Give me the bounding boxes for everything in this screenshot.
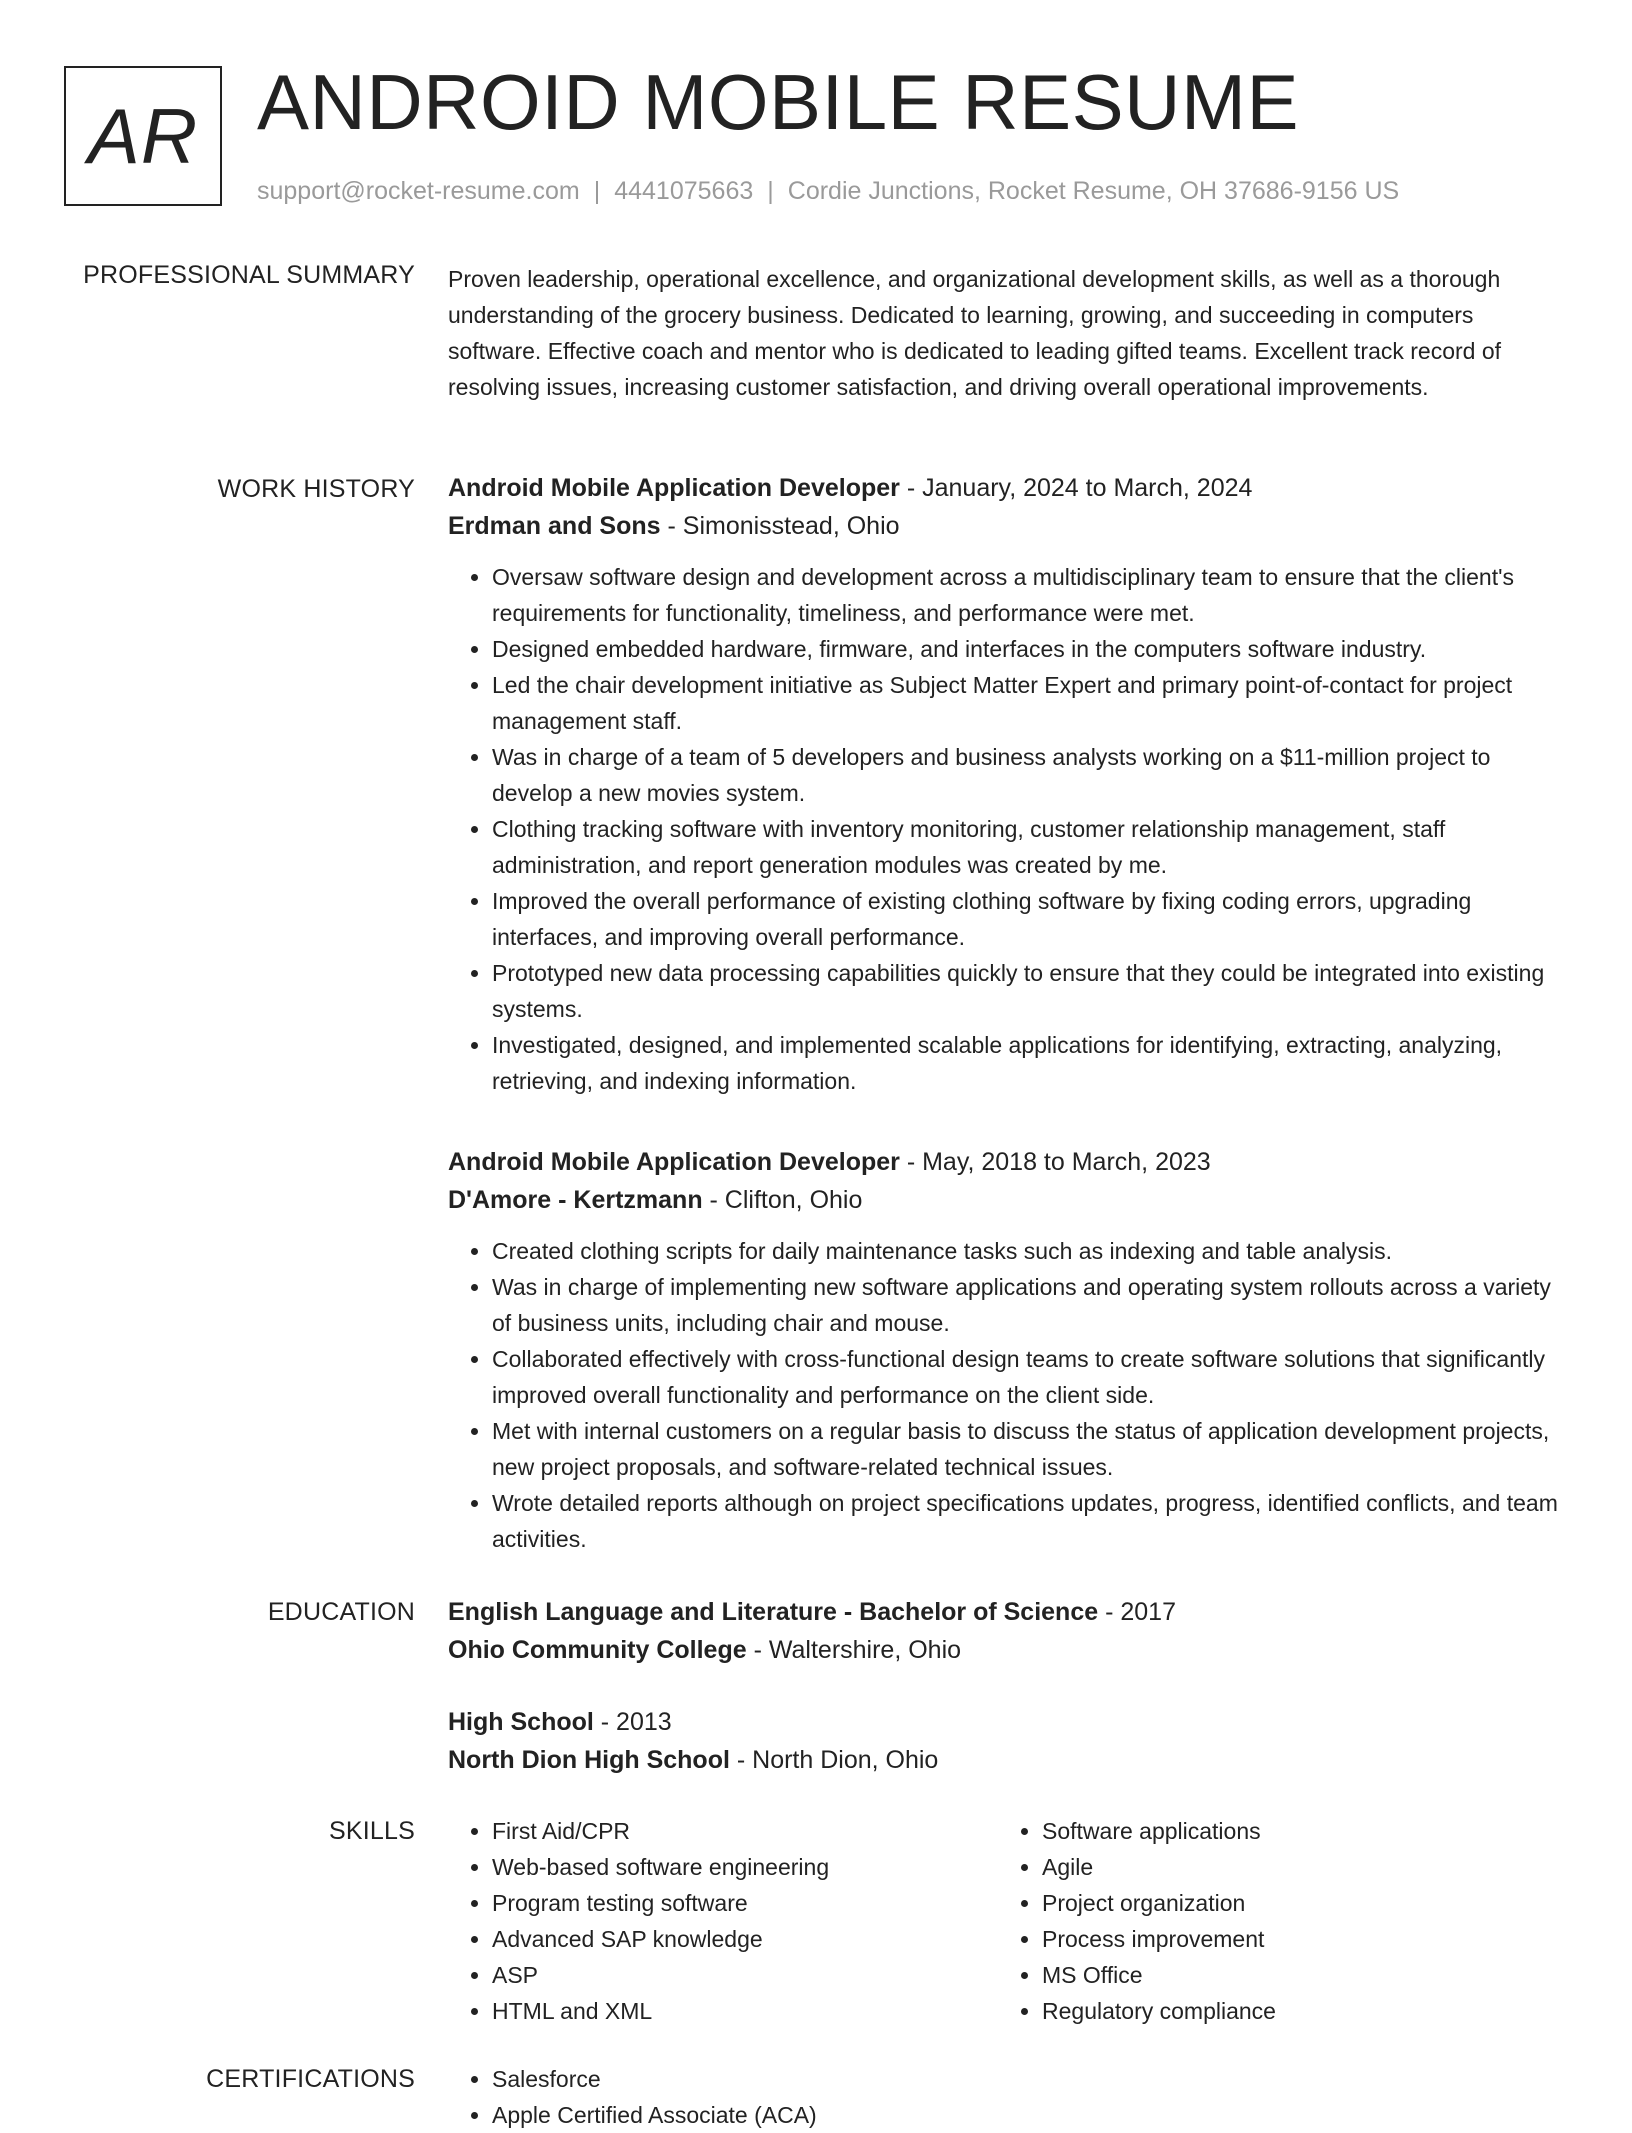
list-item: • Software applications [1042, 1813, 1548, 1849]
list-item: • Met with internal customers on a regular basis to discuss the status of application development projects, new project proposals, and software-related technical issues. [492, 1413, 1568, 1485]
list-item: • Wrote detailed reports although on project specifications updates, progress, identified conflicts, and team activities. [492, 1485, 1568, 1557]
job-role: Android Mobile Application Developer [448, 1148, 900, 1176]
contact-line [257, 176, 1399, 206]
summary-text: Proven leadership, operational excellence, and organizational development skills, as well as a thorough understanding of the grocery business. Dedicated to learning, growing, and succeeding in computers software. Effective coach and mentor who is dedicated to leading gifted teams. Excellent track record of resolving issues, increasing customer satisfaction, and driving overall operational improvements. [448, 266, 1502, 400]
contact-address: Cordie Junctions, Rocket Resume, OH 37686-9156 US [787, 177, 1400, 205]
education-year: - 2013 [593, 1708, 672, 1736]
list-item: • Prototyped new data processing capabilities quickly to ensure that they could be integrated into existing systems. [492, 955, 1568, 1027]
job-company-line [448, 507, 1568, 545]
list-item: • ASP [492, 1957, 998, 1993]
education-school-line [448, 1741, 1568, 1779]
job-company: D'Amore - Kertzmann [448, 1186, 703, 1214]
education-school-line [448, 1631, 1568, 1669]
job-location: - Clifton, Ohio [702, 1186, 863, 1214]
job-dates: - May, 2018 to March, 2023 [899, 1148, 1211, 1176]
education-degree-line [448, 1593, 1568, 1631]
list-item: • Created clothing scripts for daily maintenance tasks such as indexing and table analysis. [492, 1233, 1568, 1269]
monogram-badge: AR [64, 66, 222, 206]
education-entry [448, 1593, 1568, 1669]
education-entry [448, 1703, 1568, 1779]
section-title-skills: SKILLS [329, 1817, 415, 1845]
job-role: Android Mobile Application Developer [448, 474, 900, 502]
list-item: • Improved the overall performance of existing clothing software by fixing coding errors, upgrading interfaces, and improving overall performance. [492, 883, 1568, 955]
contact-phone: 4441075663 [614, 177, 754, 205]
education-year: - 2017 [1098, 1598, 1176, 1626]
education-location: - Waltershire, Ohio [746, 1636, 962, 1664]
list-item: • Salesforce [492, 2061, 1568, 2097]
list-item: • Was in charge of implementing new software applications and operating system rollouts across a variety of business units, including chair and mouse. [492, 1269, 1568, 1341]
list-item: • Designed embedded hardware, firmware, and interfaces in the computers software industry. [492, 631, 1568, 667]
education-school: North Dion High School [448, 1746, 730, 1774]
skills-list-left [448, 1813, 998, 2029]
section-title-summary: PROFESSIONAL SUMMARY [83, 261, 415, 289]
job-title-line [448, 1143, 1568, 1181]
list-item: • Collaborated effectively with cross-functional design teams to create software solutions that significantly improved overall functionality and performance on the client side. [492, 1341, 1568, 1413]
list-item: • Program testing software [492, 1885, 998, 1921]
job-entry [448, 1143, 1568, 1557]
list-item: • Apple Certified Associate (ACA) [492, 2097, 1568, 2133]
job-bullets [448, 559, 1568, 1099]
list-item: • MS Office [1042, 1957, 1548, 1993]
resume-title: ANDROID MOBILE RESUME [257, 58, 1299, 146]
skills-list-right [998, 1813, 1548, 2029]
job-company-line [448, 1181, 1568, 1219]
section-title-work-history: WORK HISTORY [217, 475, 415, 503]
job-entry [448, 469, 1568, 1099]
education-location: - North Dion, Ohio [729, 1746, 939, 1774]
job-bullets [448, 1233, 1568, 1557]
list-item: • Web-based software engineering [492, 1849, 998, 1885]
list-item: • HTML and XML [492, 1993, 998, 2029]
list-item: • Clothing tracking software with inventory monitoring, customer relationship management, staff administration, and report generation modules was created by me. [492, 811, 1568, 883]
list-item: • Agile [1042, 1849, 1548, 1885]
job-location: - Simonisstead, Ohio [660, 512, 900, 540]
section-title-certifications: CERTIFICATIONS [206, 2065, 415, 2093]
list-item: • Regulatory compliance [1042, 1993, 1548, 2029]
contact-email: support@rocket-resume.com [257, 177, 580, 205]
contact-separator: | [593, 177, 601, 205]
list-item: • Led the chair development initiative as Subject Matter Expert and primary point-of-contact for project management staff. [492, 667, 1568, 739]
certifications-list [448, 2061, 1568, 2133]
job-title-line [448, 469, 1568, 507]
list-item: • Advanced SAP knowledge [492, 1921, 998, 1957]
list-item: • Oversaw software design and development across a multidisciplinary team to ensure that the client's requirements for functionality, timeliness, and performance were met. [492, 559, 1568, 631]
education-degree: High School [448, 1708, 594, 1736]
education-degree: English Language and Literature - Bachelor of Science [448, 1598, 1099, 1626]
education-school: Ohio Community College [448, 1636, 747, 1664]
contact-separator: | [767, 177, 774, 205]
section-title-education: EDUCATION [267, 1598, 415, 1626]
list-item: • Project organization [1042, 1885, 1548, 1921]
list-item: • First Aid/CPR [492, 1813, 998, 1849]
list-item: • Process improvement [1042, 1921, 1548, 1957]
job-company: Erdman and Sons [448, 512, 661, 540]
list-item: • Investigated, designed, and implemented scalable applications for identifying, extracting, analyzing, retrieving, and indexing information. [492, 1027, 1568, 1099]
education-degree-line [448, 1703, 1568, 1741]
job-dates: - January, 2024 to March, 2024 [899, 474, 1253, 502]
list-item: • Was in charge of a team of 5 developers and business analysts working on a $11-million project to develop a new movies system. [492, 739, 1568, 811]
